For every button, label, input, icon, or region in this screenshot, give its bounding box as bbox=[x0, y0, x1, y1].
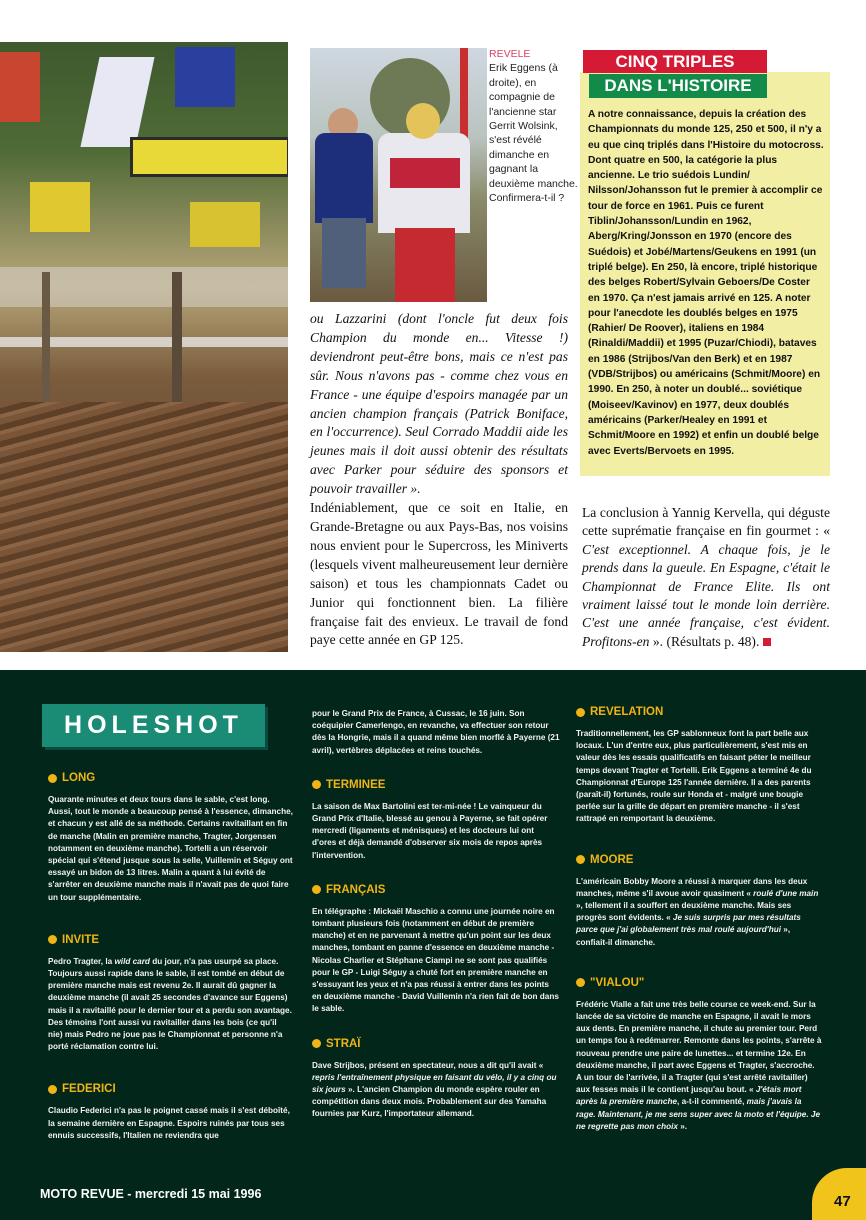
publication-footer: MOTO REVUE - mercredi 15 mai 1996 bbox=[40, 1187, 262, 1201]
section-title-text: "VIALOU" bbox=[590, 976, 645, 989]
quote-paragraph: ou Lazzarini (dont l'oncle fut deux fois Champion du monde en... Vitesse !) deviendront peut-être bons, mais ce n'est pas sûr. Nous n'avons pas - comme chez vous en France - une équipe d'espoirs managée par un ancien champion français (Patrick Boniface, en l'occurrence). Seul Corrado Maddii aide les jeunes mais il doit aussi obtenir des résultats avec Parker pour séduire des sponsors et pouvoir travailler ». bbox=[310, 311, 568, 497]
sponsor-banner bbox=[130, 137, 288, 177]
sidebar-title-line1: CINQ TRIPLES bbox=[583, 50, 767, 73]
fence-post bbox=[172, 272, 182, 422]
bullet-icon bbox=[312, 885, 321, 894]
holeshot-column-1 bbox=[48, 772, 293, 1142]
section-body-vialou bbox=[576, 999, 822, 1133]
bullet-icon bbox=[48, 935, 57, 944]
section-title-text: INVITE bbox=[62, 933, 100, 946]
sponsor-banner bbox=[190, 202, 260, 247]
section-title-terminee bbox=[312, 779, 560, 791]
body-emphasis: mais j'avais la rage. Maintenant, je me sens super avec la moto et l'équipe. Je ne regrette pas mon choix bbox=[576, 1097, 821, 1131]
section-body-moore bbox=[576, 876, 822, 949]
body-emphasis: repris l'entraînement physique en faisant du vélo, il y a cinq ou six jours bbox=[312, 1072, 557, 1095]
person-legs bbox=[322, 218, 366, 288]
body-emphasis: wild card bbox=[114, 956, 150, 966]
body-text: Frédéric Vialle a fait une très belle course ce week-end. Sur la lancée de sa victoire de manche en Espagne, il avait le mors aux dents. En première manche, il chute au premier tour. Perd un temps fou à redémarrer. Remonte dans les points, s'arrête à nouveau prendre une paire de lunettes... et termine 12e. En deuxième manche, il part avec Eggens et Tragter, s'accroche. A un tour de l'arrivée, il a Tragter (qui s'est arrêté ravitailler) aux fesses mais il le contient jusqu'au bout. « bbox=[576, 999, 822, 1095]
section-title-text: REVELATION bbox=[590, 706, 664, 718]
flag-shape bbox=[80, 57, 154, 147]
section-title-federici bbox=[48, 1083, 293, 1095]
section-title-moore bbox=[576, 854, 822, 866]
body-emphasis: roulé d'une main bbox=[753, 888, 819, 898]
center-article-column bbox=[310, 310, 568, 650]
section-body-revelation: Traditionnellement, les GP sablonneux font la part belle aux locaux. L'un d'entre eux, plus particulièrement, s'est mis en valeur dès les essais qualificatifs en faisant péter le meilleur temps devant Tragter et Tortelli. Erik Eggens a terminé 4e du Championnat d'Europe 125 l'année dernière. Il a des parents (paraît-il) fortunés, roule sur Honda et - malgré une bougie perlée sur la grille de départ en première manche - il s'est rattrapé en remportant la deuxième. bbox=[576, 729, 812, 824]
bullet-icon bbox=[576, 978, 585, 987]
bullet-icon bbox=[576, 855, 585, 864]
fence-post bbox=[42, 272, 50, 402]
body-paragraph: Indéniablement, que ce soit en Italie, en Grande-Bretagne ou aux Pays-Bas, nos voisins nous envient pour le Supercross, les Miniverts (lesquels vivent malheureusement leur dernière saison) et tous les championnats Cadet ou Junior qui fonctionnent bien. La filière française fait des envieux. Le travail de fond paye cette année en GP 125. bbox=[310, 500, 568, 648]
holeshot-column-3 bbox=[576, 706, 822, 1133]
sidebar-text: A notre connaissance, depuis la création des Championnats du monde 125, 250 et 500, il n'y a eu que cinq triplés dans l'Histoire du motocross. Dont quatre en 500, la catégorie la plus ancienne. Le trio suédois Lundin/ Nilsson/Johansson fut le premier à accomplir ce tour de force en 1961. Puis ce furent Tiblin/Johansson/Lundin en 1962, Aberg/Kring/Jonsson en 1970 (encore des Suédois) et Jobé/Martens/Geukens en 1991 (un triplé belge). En 250, là encore, triplé historique des belges Robert/Sylvain Geboers/De Coster en 1970. Ça n'est jamais arrivé en 125. A noter pour l'anecdote les doublés belges en 1975 (Rahier/ De Roover), italiens en 1984 (Rinaldi/Maddii) et 1995 (Puzar/Chiodi), bataves en 1986 (Strijbos/Van den Berk) et en 1987 (VDB/Strijbos) ou américains (Schmit/Moore) en 1990. En 250, à noter un doublé... soviétique (Moiseev/Kavinov) en 1977, deux doublés américains (Parker/Healey en 1991 et Schmit/Moore en 1992) et enfin un doublé belge avec Everts/Bervoets en 1995. bbox=[588, 109, 824, 457]
bullet-icon bbox=[312, 780, 321, 789]
body-text: du jour, n'a pas usurpé sa place. Toujours aussi rapide dans le sable, il est tombé en début de première manche mais est revenu 2e. Il aurait dû gagner la deuxième manche (il avait 25 secondes d'avance sur Eggens) mais il a ravitaillé pour le dernier tour et a perdu son avantage. Des témoins l'ont aussi vu ravitailler dans les bois (ce qu'il nie) mais Pedro ne joue pas le Championnat et personne n'a porté réclamation contre lui. bbox=[48, 956, 292, 1052]
section-body-francais: En télégraphe : Mickaël Maschio a connu une journée noire en tombant plusieurs fois (notamment en début de première manche) et en ne parvenant à mettre qu'un point sur les deux manches, tombant en panne d'essence en deuxième manche - Nicolas Charlier et Stéphane Ciampi ne se sont pas qualifiés pour le GP - Luigi Séguy a chuté fort en première manche en s'essuyant les yeux et n'a pas réussi à entrer dans les points en deuxième manche - David Vuillemin n'a rien fait de bon dans le sable. bbox=[312, 906, 559, 1014]
sponsor-banner bbox=[30, 182, 90, 232]
page-number: 47 bbox=[812, 1168, 866, 1220]
section-body-long: Quarante minutes et deux tours dans le sable, c'est long. Aussi, tout le monde a beaucoup pensé à l'essence, dimanche, et chacun y est allé de sa méthode. Certains ravitaillant en fin de manche (Malin en première manche, Tragter, Jorgensen notamment en deuxième manche). Tortelli a un réservoir spécial qui s'étend jusque sous la selle, Vuillemin et Séguy ont essayé un bidon de 13 litres. Malin a quant à lui évité de s'arrêter en deuxième manche mais il n'avait pas de quoi faire un tour supplémentaire. bbox=[48, 795, 293, 902]
flag-shape bbox=[175, 47, 235, 107]
body-text: Dave Strijbos, présent en spectateur, nous a dit qu'il avait « bbox=[312, 1060, 544, 1070]
section-body-federici-cont: pour le Grand Prix de France, à Cussac, le 16 juin. Son coéquipier Camerlengo, en revanche, va effectuer son retour dès la Hongrie, mais il a quand même bien morflé à Payerne (21 avril), vertèbres déplacées et reins touchés. bbox=[312, 709, 560, 755]
bullet-icon bbox=[312, 1039, 321, 1048]
section-title-text: LONG bbox=[62, 772, 96, 784]
section-body-invite bbox=[48, 956, 293, 1054]
section-title-francais bbox=[312, 884, 560, 896]
holeshot-title: HOLESHOT bbox=[42, 704, 265, 747]
conclusion-paragraph bbox=[582, 504, 830, 651]
sidebar-title-line2: DANS L'HISTOIRE bbox=[589, 74, 767, 98]
sand-track bbox=[0, 402, 288, 652]
section-body-federici: Claudio Federici n'a pas le poignet cassé mais il s'est déboîté, la semaine dernière en Espagne. Espoirs ruinés par tous ses ennuis successifs, l'Italien ne reviendra que bbox=[48, 1106, 290, 1140]
rider-pants bbox=[395, 228, 455, 302]
conclusion-intro: La conclusion à Yannig Kervella, qui déguste cette suprématie française en fin gourmet : « bbox=[582, 505, 830, 539]
section-title-text: STRAÏ bbox=[326, 1037, 361, 1050]
body-text: », tellement il a souffert en deuxième manche. Mais ses progrès sont évidents. « bbox=[576, 901, 792, 923]
body-text: Pedro Tragter, la bbox=[48, 956, 115, 966]
section-body-strai bbox=[312, 1060, 560, 1121]
body-text: , a-t-il commenté, bbox=[677, 1097, 747, 1107]
riders-photo bbox=[310, 48, 487, 302]
motocross-photo bbox=[0, 42, 288, 652]
bullet-icon bbox=[576, 708, 585, 717]
person-wolsink bbox=[315, 133, 373, 223]
section-title-text: MOORE bbox=[590, 853, 634, 866]
section-title-text: FRANÇAIS bbox=[326, 883, 386, 896]
section-title-text: TERMINEE bbox=[326, 778, 386, 791]
body-emphasis: Je suis surpris par mes résultats parce que j'ai globalement très mal roulé aujourd'hui bbox=[576, 913, 801, 935]
body-text: L'américain Bobby Moore a réussi à marquer dans les deux manches, même s'il avoue avoir quasiment « bbox=[576, 876, 808, 898]
section-title-text: FEDERICI bbox=[62, 1083, 116, 1096]
section-body-terminee: La saison de Max Bartolini est ter-mi-née ! Le vainqueur du Grand Prix d'Italie, blessé au genou à Payerne, se fait opérer mercredi (ligaments et ménisques) et les docteurs lui ont d'ores et déjà demandé d'observer six mois de repos après l'intervention. bbox=[312, 801, 548, 860]
conclusion-quote: C'est exceptionnel. A chaque fois, je le prends dans la gueule. En Espagne, c'était le Championnat de France Elite. Ils ont vraiment laissé tout le monde loin derrière. C'est une année française, c'est évident. Profitons-en bbox=[582, 541, 830, 649]
section-title-revelation bbox=[576, 706, 822, 718]
section-title-vialou bbox=[576, 977, 822, 989]
section-title-strai bbox=[312, 1038, 560, 1050]
section-title-invite bbox=[48, 934, 293, 946]
end-mark-icon bbox=[763, 638, 771, 646]
section-title-long bbox=[48, 772, 293, 784]
holeshot-column-2 bbox=[312, 708, 560, 1121]
top-margin bbox=[0, 0, 866, 42]
bullet-icon bbox=[48, 774, 57, 783]
body-text: ». L'ancien Champion du monde espère rouler en compétition dans deux mois. Probablement sur des Yamaha fournies par Kurz, l'importateur allemand. bbox=[312, 1085, 547, 1119]
caption-body: Erik Eggens (à droite), en compagnie de l'ancienne star Gerrit Wolsink, s'est révélé dimanche en gagnant la deuxième manche. Confirmera-t-il ? bbox=[489, 62, 578, 205]
caption-lead: REVELE bbox=[489, 48, 531, 60]
person-head bbox=[406, 103, 440, 139]
conclusion-outro: ». (Résultats p. 48). bbox=[649, 633, 760, 649]
photo-caption bbox=[489, 47, 581, 205]
body-text: », confiait-il dimanche. bbox=[576, 925, 791, 947]
bullet-icon bbox=[48, 1085, 57, 1094]
jersey-stripe bbox=[390, 158, 460, 188]
body-text: ». bbox=[677, 1121, 688, 1131]
flag-shape bbox=[0, 52, 40, 122]
body-emphasis: J'étais mort après la première manche bbox=[576, 1085, 802, 1107]
